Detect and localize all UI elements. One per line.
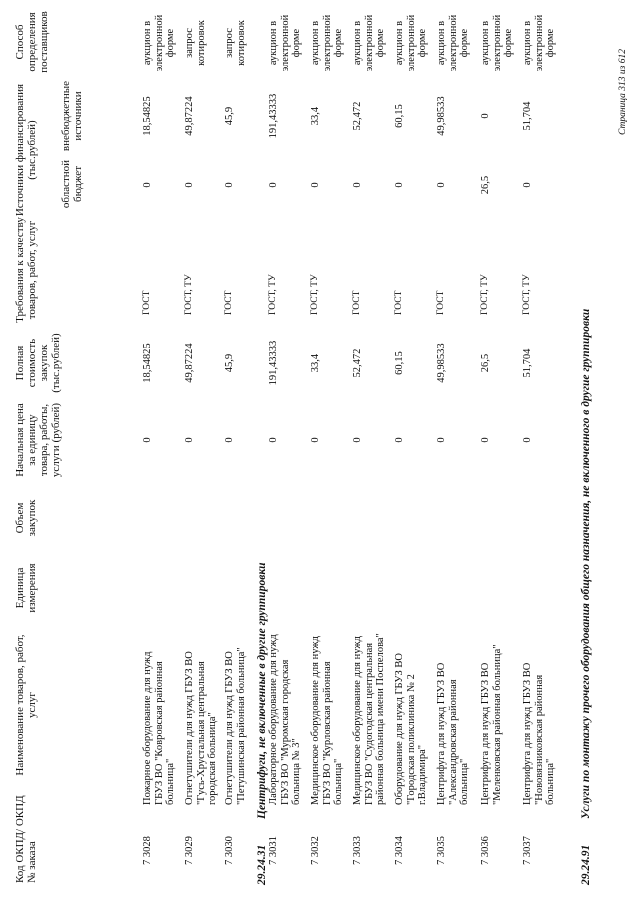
row-extra: 52,472	[352, 101, 363, 131]
group-name: Услуги по монтажу прочего оборудования общего назначения, не включенного в другие группировки	[580, 308, 592, 819]
row-method: аукцион в электронной форме	[436, 14, 470, 72]
row-code: 7 3028	[142, 836, 153, 865]
row-regional: 0	[310, 182, 321, 188]
row-name: Центрифуга для нужд ГБУЗ ВО "Александровская районная больница"	[436, 662, 470, 805]
row-price: 0	[224, 437, 235, 443]
row-cost: 26,5	[480, 353, 491, 373]
row-code: 7 3033	[352, 836, 363, 865]
row-extra: 45,9	[224, 106, 235, 126]
row-regional: 0	[522, 182, 533, 188]
row-extra: 51,704	[522, 101, 533, 131]
row-extra: 49,87224	[184, 96, 195, 136]
header-financing: Источники финансирования (тыс.рублей)	[14, 83, 38, 217]
row-extra: 33,4	[310, 106, 321, 126]
row-price: 0	[480, 437, 491, 443]
row-code: 7 3031	[268, 836, 279, 865]
row-requirements: ГОСТ, ТУ	[268, 274, 278, 315]
row-price: 0	[268, 437, 279, 443]
row-requirements: ГОСТ, ТУ	[184, 274, 194, 315]
row-regional: 0	[224, 182, 235, 188]
row-method: аукцион в электронной форме	[352, 14, 386, 72]
header-requirements: Требования к качеству товаров, работ, услуг	[14, 217, 38, 323]
row-name: Пожарное оборудование для нужд ГБУЗ ВО "Ковровская районная больница"	[142, 651, 176, 805]
header-price: Начальная цена за единицу товара, работы, услуги (рублей)	[14, 402, 62, 478]
row-price: 0	[352, 437, 363, 443]
group-name: Центрифуги, не включенные в другие группировки	[256, 562, 268, 819]
row-code: 7 3036	[480, 836, 491, 865]
row-method: аукцион в электронной форме	[310, 14, 344, 72]
row-code: 7 3029	[184, 836, 195, 865]
row-method: аукцион в электронной форме	[394, 14, 428, 72]
header-cost: Полная стоимость закупок (тыс.рублей)	[14, 333, 62, 393]
row-cost: 191,43333	[268, 340, 279, 386]
row-method: аукцион в электронной форме	[268, 14, 302, 72]
header-name: Наименование товаров, работ, услуг	[14, 634, 38, 776]
group-code: 29.24.91	[580, 844, 592, 885]
row-regional: 26,5	[480, 175, 491, 195]
row-price: 0	[522, 437, 533, 443]
row-extra: 49,98533	[436, 96, 447, 136]
row-code: 7 3037	[522, 836, 533, 865]
row-code: 7 3032	[310, 836, 321, 865]
row-name: Лабораторное оборудование для нужд ГБУЗ ВО "Муромская городская больница № 3"	[268, 634, 302, 805]
row-extra: 191,43333	[268, 93, 279, 139]
row-name: Медицинское оборудование для нужд ГБУЗ ВО "Курловская районная больница"	[310, 636, 344, 805]
row-price: 0	[310, 437, 321, 443]
row-name: Огнетушители для нужд ГБУЗ ВО "Петушинская районная больница"	[224, 647, 247, 805]
page-number: Страница 313 из 612	[618, 49, 628, 135]
row-requirements: ГОСТ, ТУ	[310, 274, 320, 315]
row-extra: 0	[480, 113, 491, 119]
header-code: Код ОКПД/ ОКПД № заказа	[14, 795, 38, 883]
row-name: Медицинское оборудование для нужд ГБУЗ ВО "Судогодская центральная районная больница имени Поспелова"	[352, 633, 386, 805]
row-method: запрос котировок	[224, 20, 247, 66]
row-cost: 52,472	[352, 348, 363, 378]
header-regional: областной бюджет	[60, 159, 84, 209]
group-code: 29.24.31	[256, 844, 268, 885]
row-name: Центрифуга для нужд ГБУЗ ВО "Меленковская районная больница"	[480, 644, 503, 805]
row-cost: 18,54825	[142, 343, 153, 383]
row-method: запрос котировок	[184, 20, 207, 66]
row-regional: 0	[142, 182, 153, 188]
row-price: 0	[394, 437, 405, 443]
row-requirements: ГОСТ	[394, 290, 404, 315]
row-requirements: ГОСТ, ТУ	[522, 274, 532, 315]
row-name: Огнетушители для нужд ГБУЗ ВО "Гусь-Хрустальная центральная городская больница"	[184, 651, 218, 805]
row-regional: 0	[268, 182, 279, 188]
row-name: Центрифуга для нужд ГБУЗ ВО "Нововязниковская районная больница"	[522, 662, 556, 805]
row-price: 0	[142, 437, 153, 443]
row-cost: 49,87224	[184, 343, 195, 383]
header-volume: Объем закупок	[14, 499, 38, 537]
row-code: 7 3035	[436, 836, 447, 865]
header-extra: внебюджетные источники	[60, 80, 84, 152]
row-method: аукцион в электронной форме	[480, 14, 514, 72]
row-cost: 33,4	[310, 353, 321, 373]
row-code: 7 3034	[394, 836, 405, 865]
row-price: 0	[436, 437, 447, 443]
row-method: аукцион в электронной форме	[522, 14, 556, 72]
row-cost: 45,9	[224, 353, 235, 373]
row-extra: 60,15	[394, 104, 405, 128]
row-requirements: ГОСТ	[436, 290, 446, 315]
row-requirements: ГОСТ	[142, 290, 152, 315]
row-cost: 49,98533	[436, 343, 447, 383]
row-regional: 0	[394, 182, 405, 188]
row-name: Оборудование для нужд ГБУЗ ВО "Городская поликлиника № 2 г.Владимира"	[394, 653, 428, 805]
row-extra: 18,54825	[142, 96, 153, 136]
row-requirements: ГОСТ, ТУ	[480, 274, 490, 315]
row-requirements: ГОСТ	[352, 290, 362, 315]
header-unit: Единица измерения	[14, 563, 38, 613]
row-price: 0	[184, 437, 195, 443]
row-regional: 0	[436, 182, 447, 188]
row-cost: 60,15	[394, 351, 405, 375]
row-code: 7 3030	[224, 836, 235, 865]
row-regional: 0	[352, 182, 363, 188]
row-method: аукцион в электронной форме	[142, 14, 176, 72]
row-regional: 0	[184, 182, 195, 188]
row-requirements: ГОСТ	[224, 290, 234, 315]
row-cost: 51,704	[522, 348, 533, 378]
header-method: Способ определения поставщиков	[14, 11, 50, 73]
